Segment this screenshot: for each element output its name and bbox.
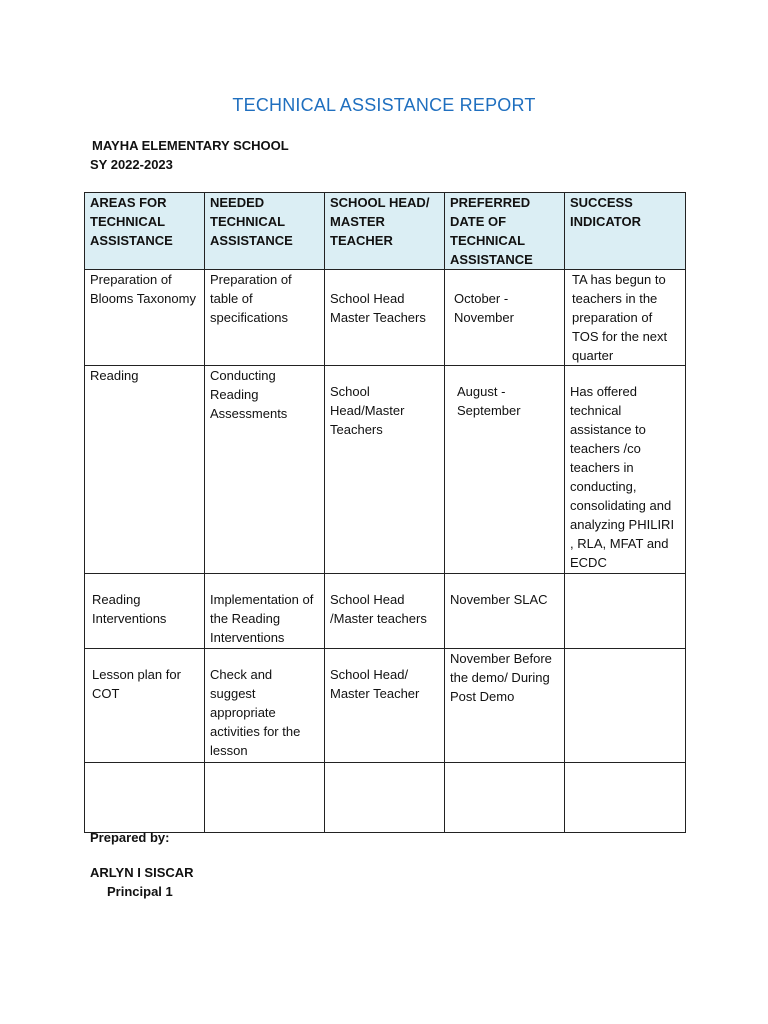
school-year: SY 2022-2023 <box>90 157 173 172</box>
cell-person <box>325 763 445 833</box>
technical-assistance-table <box>84 192 686 833</box>
cell-indicator <box>565 649 686 763</box>
cell-indicator: Has offered technical assistance to teachers /co teachers in conducting, consolidating and analyzing PHILIRI , RLA, MFAT and ECDC <box>565 366 686 574</box>
header-success-indicator: SUCCESS INDICATOR <box>565 193 686 270</box>
school-name: MAYHA ELEMENTARY SCHOOL <box>92 138 289 153</box>
cell-indicator <box>565 574 686 649</box>
cell-needed: Preparation of table of specifications <box>205 270 325 366</box>
page-title: TECHNICAL ASSISTANCE REPORT <box>232 95 536 115</box>
cell-area: Reading Interventions <box>85 574 205 649</box>
header-areas: AREAS FOR TECHNICAL ASSISTANCE <box>85 193 205 270</box>
table-row <box>85 574 686 649</box>
cell-needed <box>205 763 325 833</box>
table-row <box>85 366 686 574</box>
table-row <box>85 270 686 366</box>
cell-area: Reading <box>85 366 205 574</box>
prepared-by-label: Prepared by: <box>90 830 170 845</box>
cell-date: November Before the demo/ During Post Demo <box>445 649 565 763</box>
cell-person: School Head/ Master Teacher <box>325 649 445 763</box>
header-needed: NEEDED TECHNICAL ASSISTANCE <box>205 193 325 270</box>
cell-indicator <box>565 763 686 833</box>
table-row <box>85 649 686 763</box>
table-header-row <box>85 193 686 270</box>
cell-date: August - September <box>445 366 565 574</box>
preparer-role: Principal 1 <box>107 884 173 899</box>
cell-needed: Implementation of the Reading Interventions <box>205 574 325 649</box>
cell-needed: Conducting Reading Assessments <box>205 366 325 574</box>
cell-date: November SLAC <box>445 574 565 649</box>
cell-area <box>85 763 205 833</box>
cell-area: Lesson plan for COT <box>85 649 205 763</box>
cell-person: School Head Master Teachers <box>325 270 445 366</box>
cell-date <box>445 763 565 833</box>
table-row <box>85 763 686 833</box>
preparer-name: ARLYN I SISCAR <box>90 865 194 880</box>
cell-person: School Head /Master teachers <box>325 574 445 649</box>
cell-needed: Check and suggest appropriate activities for the lesson <box>205 649 325 763</box>
cell-date: October - November <box>445 270 565 366</box>
cell-area: Preparation of Blooms Taxonomy <box>85 270 205 366</box>
header-preferred-date: PREFERRED DATE OF TECHNICAL ASSISTANCE <box>445 193 565 270</box>
cell-person: School Head/Master Teachers <box>325 366 445 574</box>
cell-indicator: TA has begun to teachers in the preparation of TOS for the next quarter <box>565 270 686 366</box>
header-school-head: SCHOOL HEAD/ MASTER TEACHER <box>325 193 445 270</box>
